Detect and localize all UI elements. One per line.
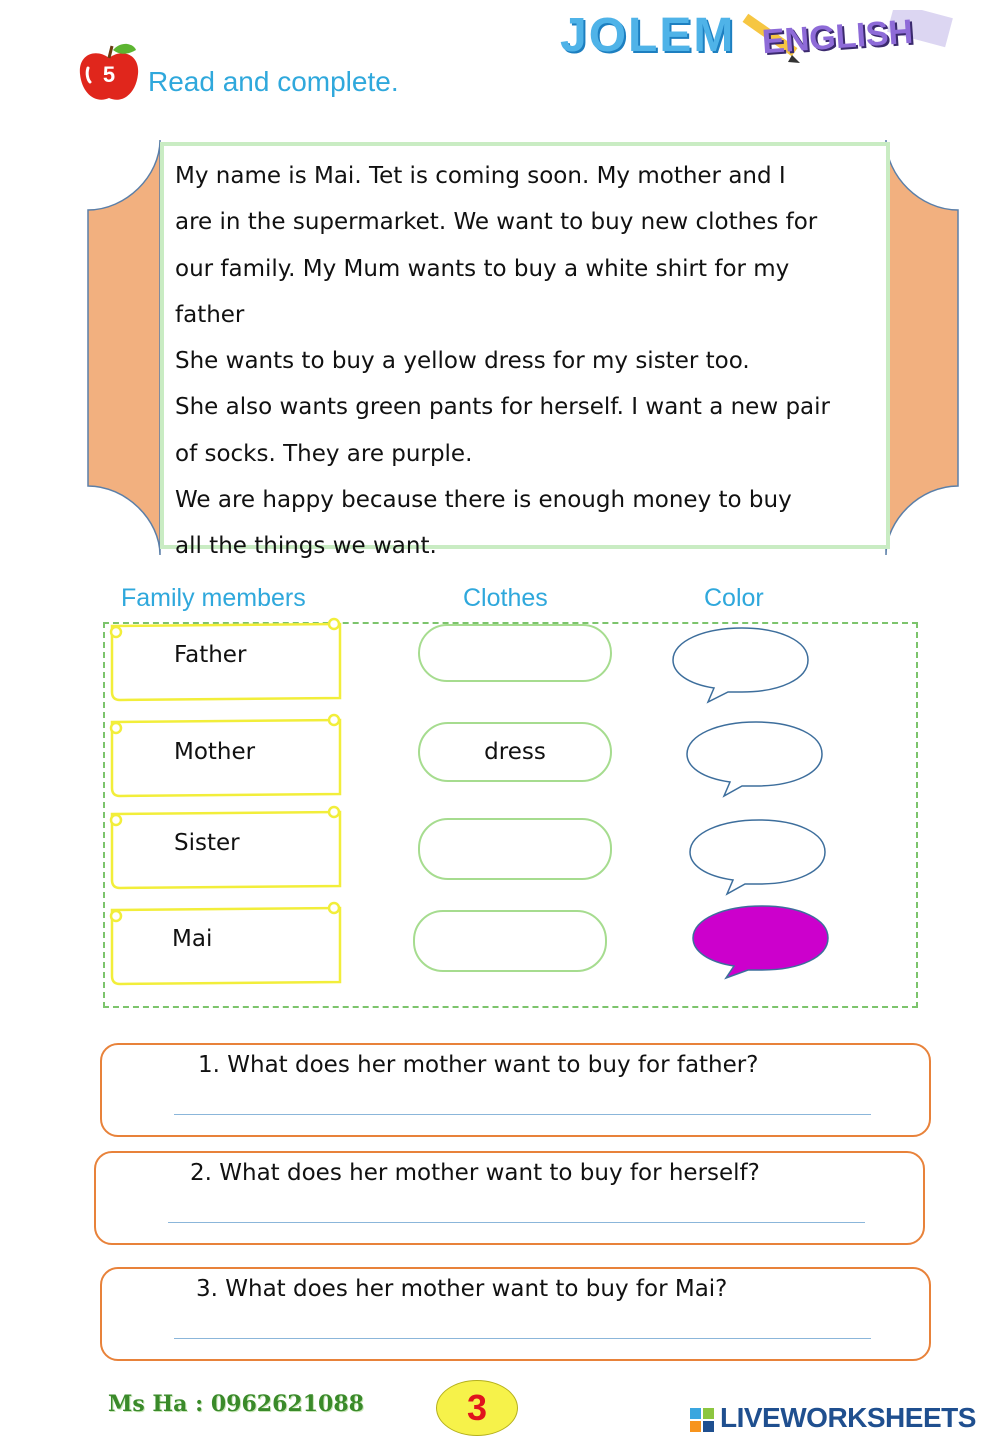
color-bubble-mother[interactable] <box>684 720 829 798</box>
clothes-input-sister[interactable] <box>418 818 612 880</box>
liveworksheets-icon <box>690 1408 716 1434</box>
reading-line: father <box>175 301 245 328</box>
question-3: 3. What does her mother want to buy for Mai? <box>196 1276 728 1302</box>
member-sister: Sister <box>174 830 240 856</box>
question-2: 2. What does her mother want to buy for herself? <box>190 1160 760 1186</box>
reading-line: our family. My Mum wants to buy a white shirt for my <box>175 255 790 282</box>
header-family-members: Family members <box>121 584 306 612</box>
member-mai: Mai <box>172 926 213 952</box>
reading-line: are in the supermarket. We want to buy new clothes for <box>175 209 818 236</box>
answer-line-3[interactable] <box>174 1338 871 1339</box>
header-color: Color <box>704 584 764 612</box>
reading-line: She wants to buy a yellow dress for my sister too. <box>175 348 750 375</box>
exercise-number: 5 <box>102 62 116 87</box>
reading-line: all the things we want. <box>175 533 437 560</box>
page-number: 3 <box>436 1380 518 1436</box>
header-clothes: Clothes <box>463 584 548 612</box>
clothes-input-mother[interactable]: dress <box>418 722 612 782</box>
answer-line-2[interactable] <box>168 1222 865 1223</box>
clothes-input-mai[interactable] <box>413 910 607 972</box>
reading-passage <box>175 153 880 570</box>
color-bubble-father[interactable] <box>670 626 815 704</box>
clothes-input-father[interactable] <box>418 624 612 682</box>
brand-english-logo <box>740 10 960 68</box>
reading-line: My name is Mai. Tet is coming soon. My mother and I <box>175 163 786 189</box>
reading-line: of socks. They are purple. <box>175 440 473 467</box>
reading-line: We are happy because there is enough money to buy <box>175 487 792 514</box>
brand-jolem: JOLEM <box>560 9 736 62</box>
question-1: 1. What does her mother want to buy for father? <box>198 1052 759 1078</box>
answer-line-1[interactable] <box>174 1114 871 1115</box>
color-bubble-shape <box>673 628 808 702</box>
instruction-title: Read and complete. <box>148 66 399 97</box>
member-mother: Mother <box>174 739 256 765</box>
color-bubble-mai[interactable] <box>690 904 835 982</box>
color-bubble-sister[interactable] <box>687 818 832 896</box>
teacher-phone: Ms Ha : 0962621088 <box>108 1391 364 1417</box>
liveworksheets-logo <box>690 1400 990 1440</box>
brand-english-text: ENGLISH <box>760 12 915 62</box>
member-scrolls <box>104 614 346 1004</box>
reading-line: She also wants green pants for herself. I want a new pair <box>175 394 830 421</box>
liveworksheets-text: LIVEWORKSHEETS <box>720 1402 976 1433</box>
member-father: Father <box>174 642 247 668</box>
